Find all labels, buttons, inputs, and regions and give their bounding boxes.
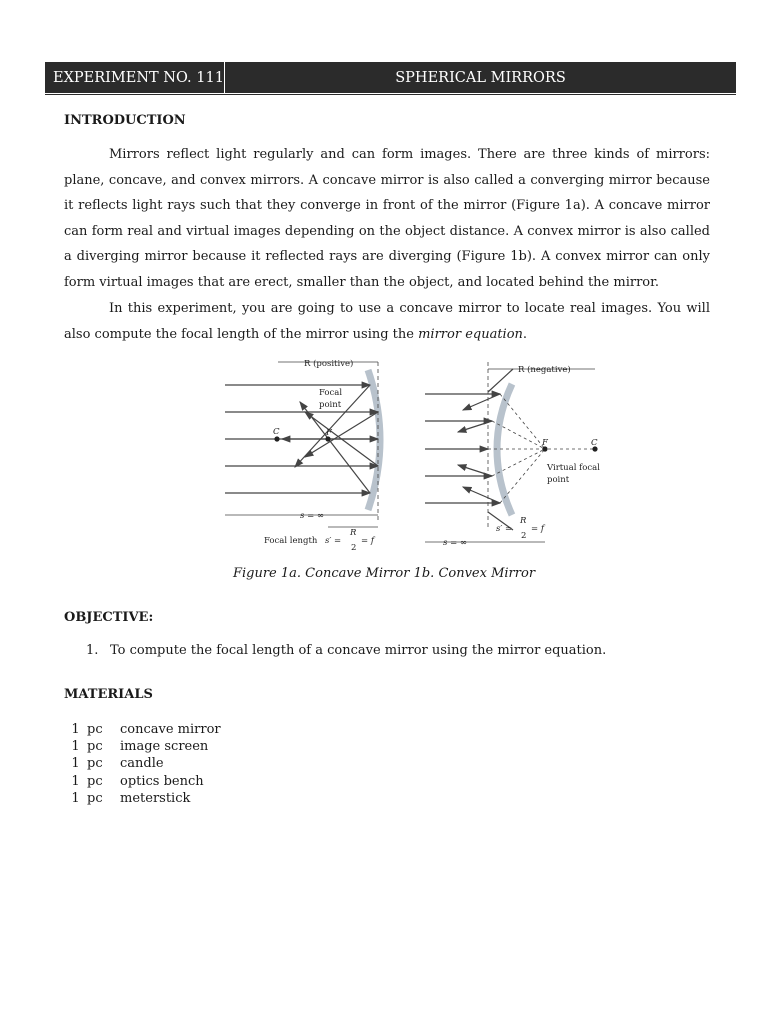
- convex-s-label: s = ∞: [443, 538, 467, 548]
- material-name: concave mirror: [120, 722, 221, 737]
- material-unit: pc: [87, 756, 103, 772]
- convex-mirror-diagram: [425, 362, 595, 542]
- figure-caption: Figure 1a. Concave Mirror 1b. Convex Mirror: [232, 566, 536, 581]
- mirror-equation-term: mirror equation: [418, 326, 523, 342]
- material-unit: pc: [87, 790, 103, 806]
- experiment-number: EXPERIMENT NO. 111: [45, 62, 225, 93]
- list-item: [64, 773, 221, 790]
- list-item: [64, 755, 221, 772]
- material-unit: pc: [87, 739, 103, 755]
- objective-heading: OBJECTIVE:: [64, 610, 154, 625]
- concave-f-label: F: [326, 428, 332, 438]
- materials-list: [64, 721, 221, 807]
- material-name: candle: [120, 756, 164, 772]
- material-qty: 1: [71, 773, 80, 789]
- objective-number: 1.: [86, 643, 99, 658]
- material-qty: 1: [71, 739, 80, 755]
- paragraph-2-text: In this experiment, you are going to use a concave mirror to locate real images. You will also compute the focal length of the mirror using the: [64, 301, 710, 342]
- mirror-figure: [220, 352, 610, 557]
- convex-r-label: R (negative): [518, 365, 571, 375]
- introduction-heading: INTRODUCTION: [64, 113, 186, 128]
- virtual-focal-label: Virtual focal: [547, 463, 600, 473]
- material-name: meterstick: [120, 790, 191, 806]
- material-qty: 1: [71, 756, 80, 772]
- focal-point-label-2: point: [319, 400, 342, 410]
- material-name: optics bench: [120, 773, 204, 789]
- header-rule: [45, 94, 736, 95]
- concave-r-den: 2: [351, 543, 357, 553]
- concave-s-prime: s′ =: [325, 536, 342, 546]
- convex-eq-f: = f: [531, 524, 544, 534]
- convex-mirror-surface: [497, 384, 512, 515]
- focal-length-label: Focal length: [264, 536, 318, 546]
- convex-s-prime: s′ =: [496, 524, 513, 534]
- material-qty: 1: [71, 790, 80, 806]
- objective-item: [86, 643, 606, 658]
- list-item: [64, 790, 221, 807]
- experiment-header: [45, 62, 736, 93]
- experiment-title: SPHERICAL MIRRORS: [395, 69, 566, 86]
- concave-r-label: R (positive): [304, 359, 354, 369]
- center-point-c: [274, 436, 279, 441]
- convex-f-label: F: [542, 438, 548, 448]
- concave-s-label: s = ∞: [300, 511, 324, 521]
- introduction-paragraph-2: [64, 296, 710, 347]
- material-qty: 1: [71, 722, 80, 737]
- paragraph-2-end: .: [522, 326, 528, 342]
- focal-point-label: Focal: [319, 388, 343, 398]
- concave-r-num: R: [350, 528, 357, 538]
- material-unit: pc: [87, 773, 103, 789]
- concave-eq-f: = f: [361, 536, 374, 546]
- materials-heading: MATERIALS: [64, 687, 153, 702]
- objective-text: To compute the focal length of a concave mirror using the mirror equation.: [110, 643, 607, 658]
- convex-c-label: C: [591, 438, 598, 448]
- material-name: image screen: [120, 739, 209, 755]
- list-item: [64, 721, 221, 738]
- convex-r-den: 2: [521, 531, 527, 541]
- convex-r-num: R: [520, 516, 527, 526]
- introduction-paragraph-1: Mirrors reflect light regularly and can form images. There are three kinds of mirrors: plane, concave, and convex mirrors. A concave mirror is also called a converging mirror because it reflects light rays such that they converge in front of the mirror (Figure 1a). A concave mirror can form real and virtual images depending on the object distance. A convex mirror is also called a diverging mirror because it reflected rays are diverging (Figure 1b). A convex mirror can only form virtual images that are erect, smaller than the object, and located behind the mirror.: [64, 147, 710, 290]
- concave-c-label: C: [273, 427, 280, 437]
- list-item: [64, 738, 221, 755]
- material-unit: pc: [87, 722, 103, 737]
- concave-mirror-diagram: [225, 362, 380, 527]
- virtual-focal-label-2: point: [547, 475, 570, 485]
